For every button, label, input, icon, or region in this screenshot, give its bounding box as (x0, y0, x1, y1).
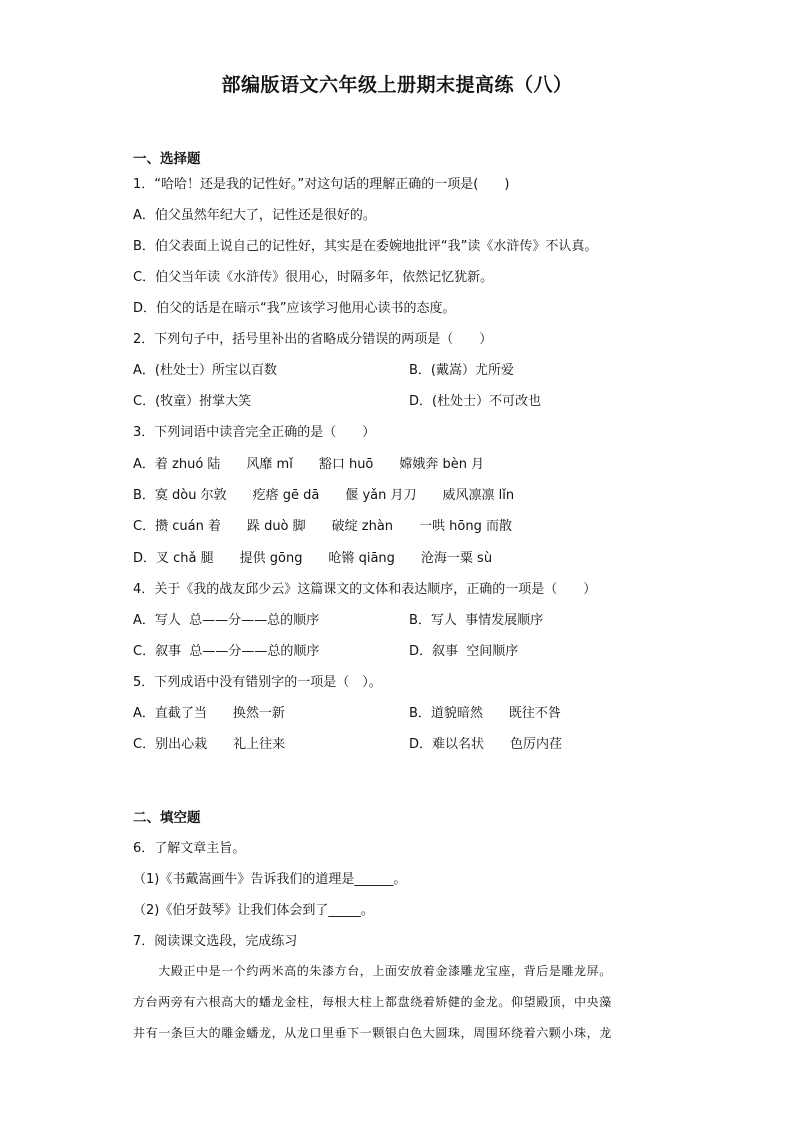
section-heading-choice: 一、选择题 (133, 151, 201, 167)
question-2-option-d: D．(杜处士）不可改也 (409, 394, 542, 409)
passage-line-2: 方台两旁有六根高大的蟠龙金柱，每根大柱上都盘绕着矫健的金龙。仰望殿顶，中央藻 (133, 995, 612, 1009)
question-5-option-a: A．直截了当 换然一新 (133, 706, 285, 721)
question-5-stem: 5．下列成语中没有错别字的一项是（ ）。 (133, 675, 382, 690)
question-1-option-c: C．伯父当年读《水浒传》很用心，时隔多年，依然记忆犹新。 (133, 270, 494, 285)
question-3-option-b: B．寞 dòu 尔敦 疙瘩 gē dā 偃 yǎn 月刀 威风凛凛 lǐn (133, 488, 515, 503)
section-heading-fill: 二、填空题 (133, 810, 201, 826)
passage-line-1: 大殿正中是一个约两米高的朱漆方台，上面安放着金漆雕龙宝座，背后是雕龙屏。 (133, 964, 612, 978)
question-5-option-b: B．道貌暗然 既往不咎 (409, 706, 561, 721)
question-4-option-d: D．叙事 空间顺序 (409, 644, 519, 659)
question-5-option-d: D．难以名状 色厉内荏 (409, 737, 563, 752)
question-3-option-d: D．叉 chǎ 腿 提供 gōng 呛锵 qiāng 沧海一粟 sù (133, 551, 493, 566)
question-2-option-a: A．(杜处士）所宝以百数 (133, 363, 277, 378)
question-4-stem: 4．关于《我的战友邱少云》这篇课文的文体和表达顺序，正确的一项是（ ） (133, 582, 597, 597)
question-1-option-d: D．伯父的话是在暗示“我”应该学习他用心读书的态度。 (133, 301, 456, 316)
question-1-option-b: B．伯父表面上说自己的记性好，其实是在委婉地批评“我”读《水浒传》不认真。 (133, 239, 598, 254)
question-6-stem: 6．了解文章主旨。 (133, 841, 246, 856)
question-2-stem: 2．下列句子中，括号里补出的省略成分错误的两项是（ ） (133, 332, 493, 347)
question-7-stem: 7．阅读课文选段，完成练习 (133, 934, 298, 949)
passage-line-3: 井有一条巨大的雕金蟠龙，从龙口里垂下一颗银白色大圆珠，周围环绕着六颗小珠，龙 (133, 1026, 612, 1040)
question-1-stem: 1．“哈哈！还是我的记性好。”对这句话的理解正确的一项是( ) (133, 177, 510, 192)
question-5-option-c: C．别出心栽 礼上往来 (133, 737, 286, 752)
question-6-item-2: （2)《伯牙鼓琴》让我们体会到了_____。 (133, 903, 374, 918)
question-4-option-a: A．写人 总——分——总的顺序 (133, 613, 320, 628)
question-3-option-a: A．着 zhuó 陆 风靡 mǐ 豁口 huō 嫦娥奔 bèn 月 (133, 457, 485, 472)
question-1-option-a: A．伯父虽然年纪大了，记性还是很好的。 (133, 208, 376, 223)
page-title: 部编版语文六年级上册期末提高练（八） (221, 74, 573, 96)
question-3-stem: 3．下列词语中读音完全正确的是（ ） (133, 425, 376, 440)
question-2-option-c: C．(牧童）拊掌大笑 (133, 394, 252, 409)
question-4-option-c: C．叙事 总——分——总的顺序 (133, 644, 320, 659)
question-3-option-c: C．攒 cuán 着 跺 duò 脚 破绽 zhàn 一哄 hōng 而散 (133, 519, 512, 534)
question-4-option-b: B．写人 事情发展顺序 (409, 613, 544, 628)
question-2-option-b: B．(戴嵩）尤所爱 (409, 363, 514, 378)
question-6-item-1: （1)《书戴嵩画牛》告诉我们的道理是______。 (133, 872, 407, 887)
